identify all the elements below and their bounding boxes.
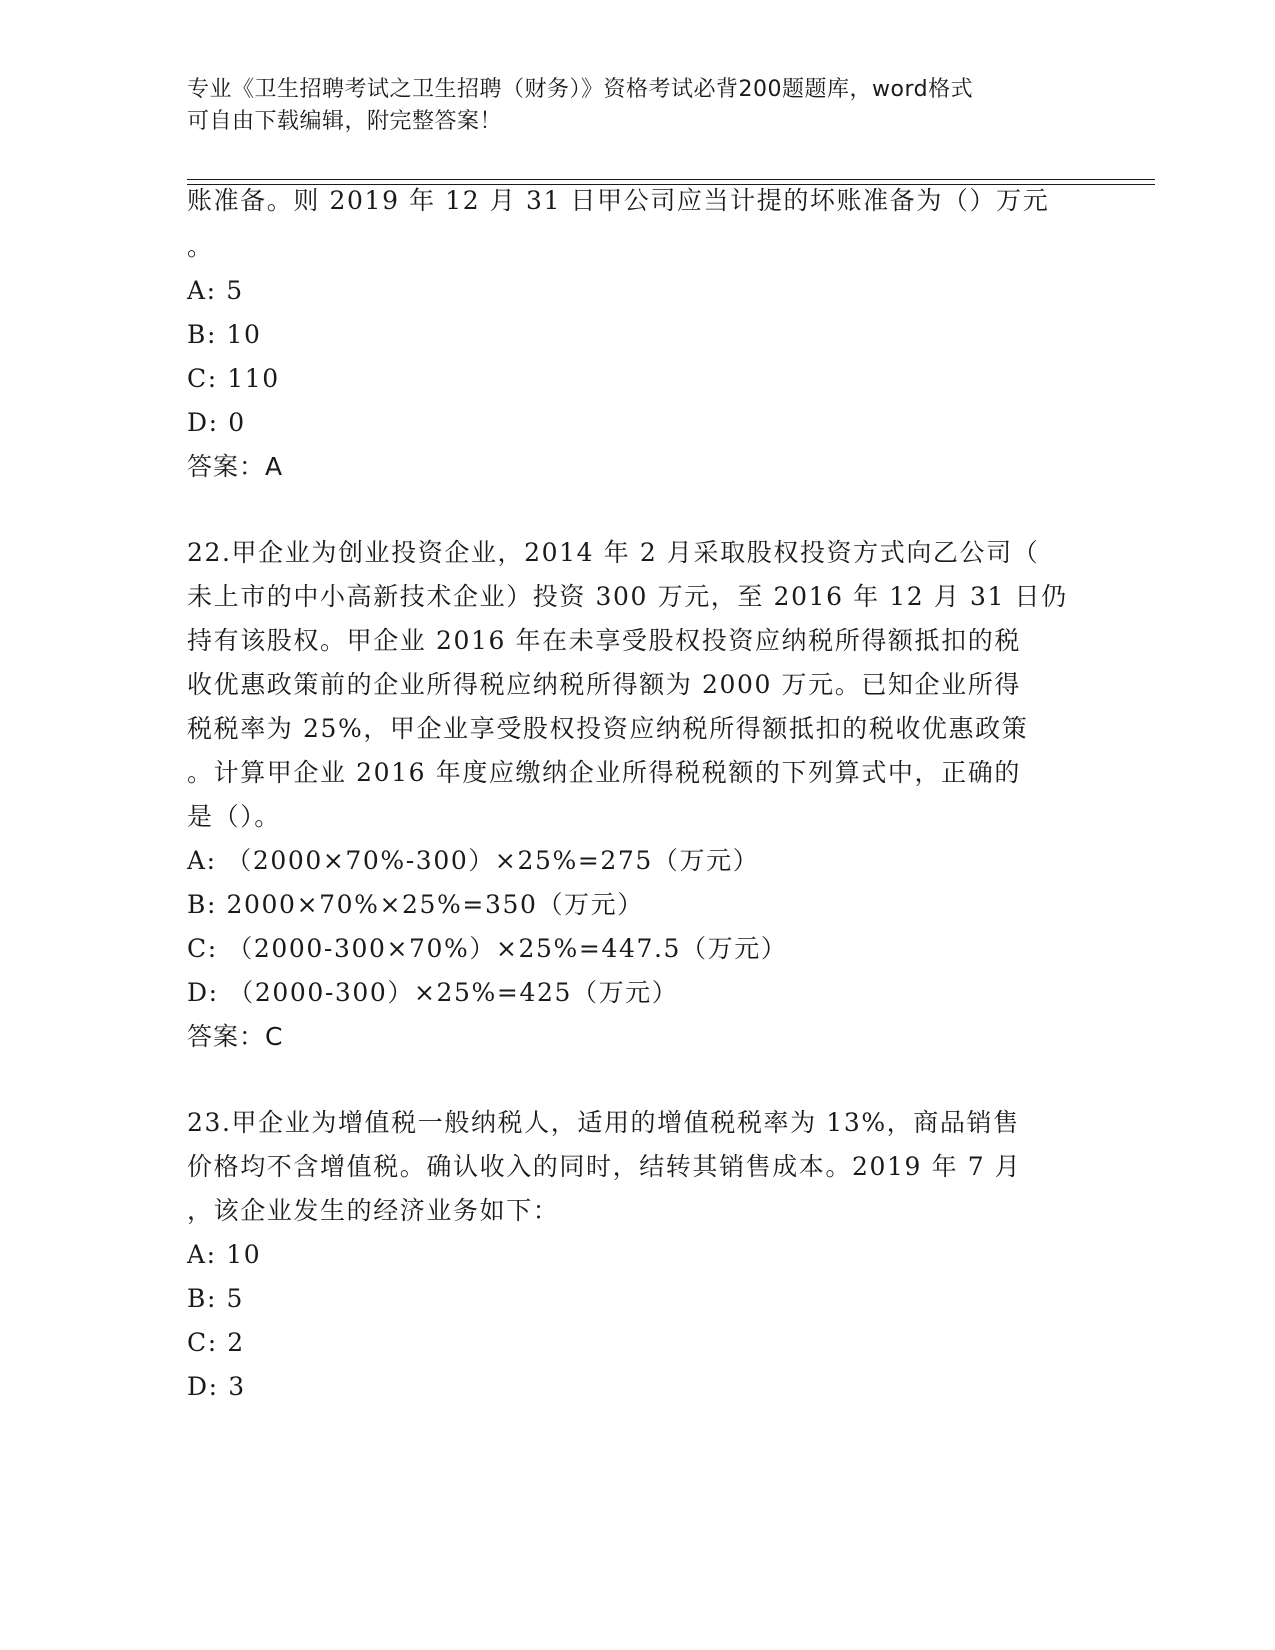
q22-stem-line-1: 22.甲企业为创业投资企业，2014 年 2 月采取股权投资方式向乙公司（ bbox=[187, 538, 1040, 567]
q22-stem-line-5: 税税率为 25%，甲企业享受股权投资应纳税所得额抵扣的税收优惠政策 bbox=[187, 714, 1029, 743]
q23-option-d: D: 3 bbox=[187, 1372, 246, 1401]
q22-stem-line-3: 持有该股权。甲企业 2016 年在未享受股权投资应纳税所得额抵扣的税 bbox=[187, 626, 1021, 655]
q23-option-c: C: 2 bbox=[187, 1328, 245, 1357]
q21-option-b: B: 10 bbox=[187, 320, 262, 349]
document-header bbox=[187, 74, 1067, 138]
q22-stem-line-2: 未上市的中小高新技术企业）投资 300 万元，至 2016 年 12 月 31 日仍 bbox=[187, 582, 1068, 611]
q22-stem-line-6: 。计算甲企业 2016 年度应缴纳企业所得税税额的下列算式中，正确的 bbox=[187, 758, 1021, 787]
q21-option-a: A: 5 bbox=[187, 276, 244, 305]
q23-stem-line-1: 23.甲企业为增值税一般纳税人，适用的增值税税率为 13%，商品销售 bbox=[187, 1108, 1020, 1137]
q21-option-c: C: 110 bbox=[187, 364, 280, 393]
q23-stem-line-3: ，该企业发生的经济业务如下： bbox=[187, 1196, 560, 1225]
q22-option-a: A: （2000×70%-300）×25%=275（万元） bbox=[187, 846, 760, 875]
q22-stem-line-7: 是（）。 bbox=[187, 802, 281, 831]
header-rule-top bbox=[187, 179, 1155, 180]
q21-answer: 答案：A bbox=[187, 452, 284, 481]
q22-stem-line-4: 收优惠政策前的企业所得税应纳税所得额为 2000 万元。已知企业所得 bbox=[187, 670, 1021, 699]
q22-option-d: D: （2000-300）×25%=425（万元） bbox=[187, 978, 679, 1007]
q21-stem-line-2: 。 bbox=[187, 232, 214, 261]
q22-answer: 答案：C bbox=[187, 1022, 284, 1051]
q23-option-b: B: 5 bbox=[187, 1284, 245, 1313]
header-line-1: 专业《卫生招聘考试之卫生招聘（财务）》资格考试必背200题题库，word格式 bbox=[187, 77, 974, 102]
q21-option-d: D: 0 bbox=[187, 408, 246, 437]
q22-option-c: C: （2000-300×70%）×25%=447.5（万元） bbox=[187, 934, 788, 963]
q21-stem-line-1: 账准备。则 2019 年 12 月 31 日甲公司应当计提的坏账准备为（）万元 bbox=[187, 186, 1050, 215]
q23-stem-line-2: 价格均不含增值税。确认收入的同时，结转其销售成本。2019 年 7 月 bbox=[187, 1152, 1022, 1181]
q23-option-a: A: 10 bbox=[187, 1240, 262, 1269]
q22-option-b: B: 2000×70%×25%=350（万元） bbox=[187, 890, 644, 919]
header-rule-bottom bbox=[187, 184, 1155, 185]
header-line-2: 可自由下载编辑，附完整答案！ bbox=[187, 109, 503, 134]
